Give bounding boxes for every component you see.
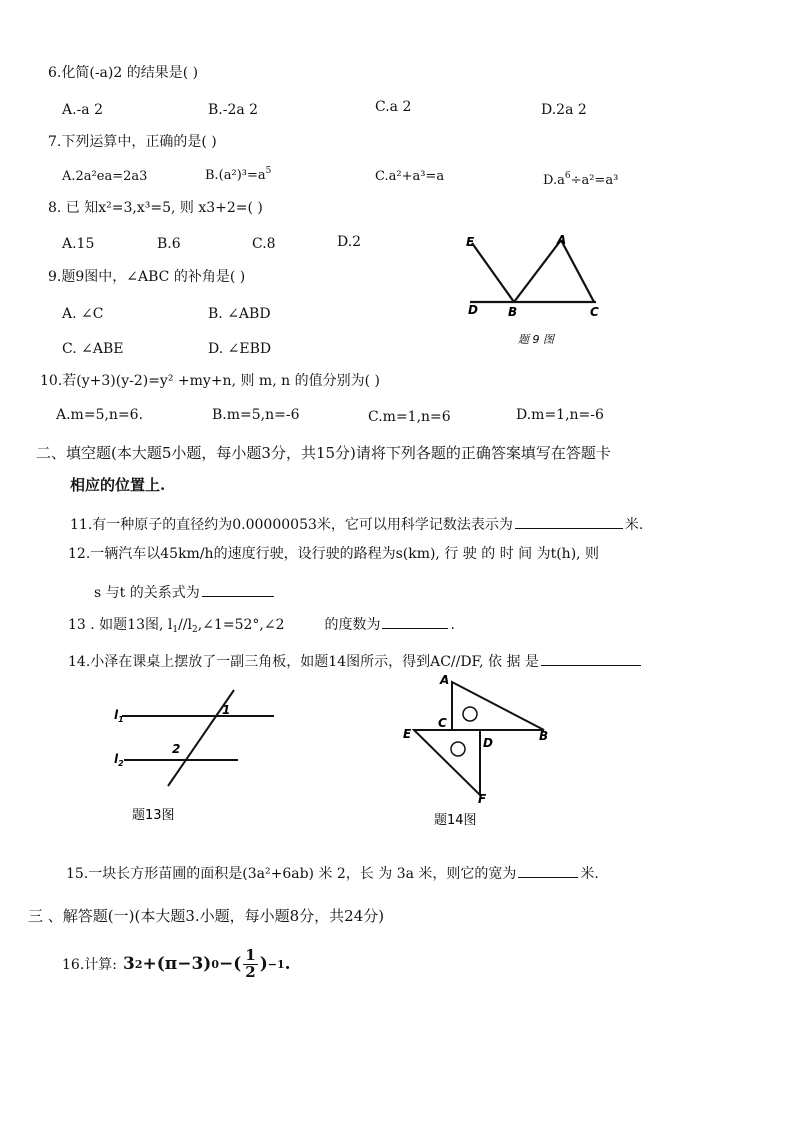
figure-13 (108, 686, 283, 826)
q14-answer-blank[interactable] (541, 651, 641, 666)
q6-option-c: C.a 2 (375, 99, 412, 115)
q8-option-d: D.2 (337, 234, 362, 250)
q10-option-a: A.m=5,n=6. (56, 407, 144, 423)
fig13-label-l1: $l_1$ (114, 708, 124, 724)
q11-unit: 米. (624, 517, 644, 533)
q7-option-a: A.2a²ea=2a3 (62, 169, 148, 184)
q11-answer-blank[interactable] (515, 514, 623, 529)
q16-term-b-exp: 0 (211, 957, 219, 971)
figure-9 (462, 226, 607, 351)
q8-option-b: B.6 (157, 236, 181, 252)
fig14-label-c: C (438, 716, 447, 730)
q16-end: . (284, 954, 291, 975)
q15-text: 15.一块长方形苗圃的面积是(3a²+6ab) 米 2，长 为 3a 米，则它的宽为 (66, 866, 517, 882)
q13-tail: 的度数为 (324, 617, 381, 633)
q9-stem: 9.题9图中，∠ABC 的补角是( ) (48, 269, 246, 285)
q15-answer-blank[interactable] (518, 863, 578, 878)
q8-stem: 8. 已 知x²=3,x³=5, 则 x3+2=( ) (48, 200, 263, 216)
q9-option-a: A. ∠C (62, 306, 104, 322)
q11-text: 11.有一种原子的直径约为0.00000053米，它可以用科学记数法表示为 (70, 517, 513, 533)
q12-line1: 12.一辆汽车以45km/h的速度行驶，设行驶的路程为s(km), 行 驶 的 时 间 为t(h), 则 (68, 546, 600, 562)
q6-option-b: B.-2a 2 (208, 102, 259, 118)
q10-option-d: D.m=1,n=-6 (516, 407, 604, 423)
q16-term-d: ) (259, 954, 268, 975)
q13-sub2: 2 (192, 625, 198, 635)
segment-ac (561, 240, 594, 302)
q16-term-c: −( (219, 954, 242, 975)
q16-term-d-exp: −1 (267, 957, 285, 971)
fig9-label-d: D (468, 303, 478, 317)
triangle-hole-lower (451, 742, 465, 756)
q13-mid: //l (178, 617, 193, 633)
q7-option-b: $B.(a^2)^3=a^5$ (205, 166, 272, 183)
fig14-label-e: E (403, 727, 412, 741)
q9-option-b: B. ∠ABD (208, 306, 271, 322)
segment-ba (514, 240, 561, 302)
triangle-acb (452, 682, 544, 730)
q11 (70, 514, 643, 532)
q7-stem: 7.下列运算中，正确的是( ) (48, 134, 217, 150)
fig14-label-d: D (483, 736, 493, 750)
fig13-caption: 题13图 (132, 808, 175, 823)
section2-heading-cont: 相应的位置上. (70, 476, 166, 494)
fig14-label-f: F (478, 792, 487, 806)
fig9-label-a: A (557, 233, 567, 247)
q10-option-b: B.m=5,n=-6 (212, 407, 300, 423)
q13-sub1: 1 (172, 625, 179, 635)
q7-option-d: $D.a^6\div a^2=a^3$ (543, 171, 619, 188)
section3-heading: 三 、解答题(一)(本大题3.小题，每小题8分，共24分) (28, 907, 385, 925)
q10-option-c: C.m=1,n=6 (368, 409, 451, 425)
fig9-label-c: C (590, 305, 599, 319)
q13-rest: ,∠1=52°,∠2 (197, 617, 285, 633)
section2-heading: 二、填空题(本大题5小题，每小题3分，共15分)请将下列各题的正确答案填写在答题卡 (36, 444, 611, 462)
q13 (68, 614, 455, 635)
q14 (68, 651, 643, 669)
fig14-caption: 题14图 (434, 813, 477, 828)
q8-option-c: C.8 (252, 236, 276, 252)
fig13-label-angle1: 1 (222, 703, 231, 717)
q15 (66, 863, 599, 881)
q12-text: s 与t 的关系式为 (94, 585, 200, 601)
q16-fraction-den: 2 (245, 962, 256, 981)
q15-unit: 米. (580, 866, 599, 882)
q16-label: 16.计算: (62, 957, 117, 974)
q9-option-c: C. ∠ABE (62, 341, 124, 357)
q8-option-a: A.15 (62, 236, 95, 252)
fig13-label-l2: $l_2$ (114, 752, 124, 768)
q10-stem: 10.若(y+3)(y-2)=y² +my+n, 则 m, n 的值分别为( ) (40, 373, 380, 389)
triangle-edf (414, 730, 480, 795)
q16-expression (123, 948, 291, 981)
q16-term-a-exp: 2 (134, 957, 143, 971)
q14-text: 14.小泽在课桌上摆放了一副三角板，如题14图所示，得到AC//DF, 依 据 是 (68, 654, 539, 670)
triangle-hole-upper (463, 707, 477, 721)
q12-line2 (94, 582, 276, 600)
fig9-caption: 题 9 图 (518, 333, 554, 346)
q16-fraction (243, 948, 257, 981)
q13-end: . (450, 617, 455, 633)
q13-prefix: 13 . 如题13图, l (68, 617, 173, 633)
q16-fraction-num: 1 (245, 946, 256, 964)
fig14-label-b: B (539, 729, 549, 743)
q9-option-d: D. ∠EBD (208, 341, 272, 357)
q7-option-c: C.a²+a³=a (375, 169, 445, 184)
q12-answer-blank[interactable] (202, 582, 274, 597)
q6-stem: 6.化简(-a)2 的结果是( ) (48, 65, 199, 81)
q16 (62, 948, 291, 981)
q6-option-d: D.2a 2 (541, 102, 587, 118)
q16-term-a: 3 (122, 954, 135, 975)
segment-eb (472, 243, 514, 302)
fig13-label-angle2: 2 (172, 742, 181, 756)
fig9-label-e: E (466, 235, 475, 249)
figure-14 (398, 670, 558, 830)
fig14-label-a: A (440, 673, 450, 687)
q13-answer-blank[interactable] (382, 614, 448, 629)
fig9-label-b: B (508, 305, 518, 319)
q16-term-b: +(π−3) (142, 954, 212, 975)
q6-option-a: A.-a 2 (62, 102, 103, 118)
